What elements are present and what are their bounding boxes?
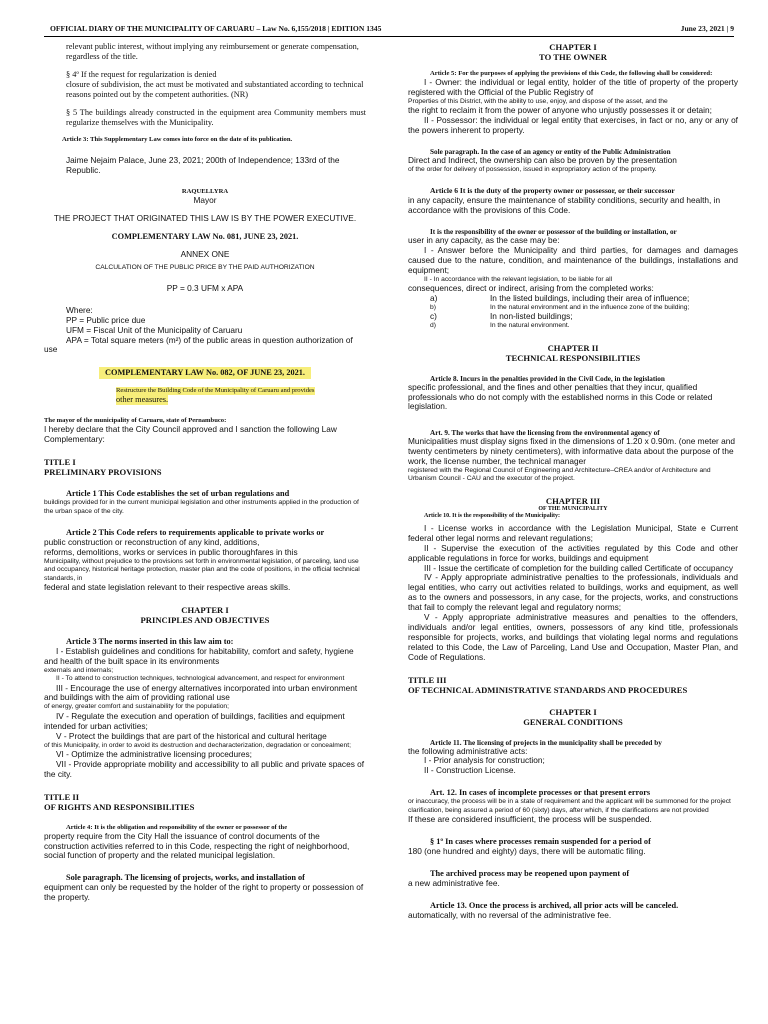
responsibility-item-ii: II - In accordance with the relevant legislation, to be liable for all <box>424 275 613 283</box>
article-11-item-i: I - Prior analysis for construction; <box>424 755 545 766</box>
article-4-head: Article 4: It is the obligation and responsibility of the owner or possessor of the <box>66 823 288 831</box>
article-3-item-vi: VI - Optimize the administrative licensing procedures; <box>56 748 252 759</box>
law-082-summary: Restructure the Building Code of the Municipality of Caruaru and provides other measures. <box>116 387 315 405</box>
chapter-1-principles: CHAPTER I <box>181 604 229 615</box>
article-1-body: buildings provided for in the current municipal legislation and other instruments applied in the production of the urban space of the city. <box>44 499 359 515</box>
article-10-item-iii: III - Issue the certificate of completion for the building called Certificate of occupancy <box>424 562 733 573</box>
article-3-item-v-cont: of this Municipality, in order to avoid its destruction and decharacterization, degradation or concealment; <box>44 741 351 749</box>
sole-paragraph-ownership-body-cont: of the order for delivery of possession, issued in expropriatory action of the property. <box>408 165 657 173</box>
page-header <box>44 24 734 37</box>
article-5-item-i-cont2: the right to reclaim it from the power of anyone who unjustly possesses it or detain; <box>408 105 712 116</box>
sole-paragraph-licensing-body: equipment can only be requested by the holder of the right to property or possession of the property. <box>44 882 364 903</box>
article-12-head: Art. 12. In cases of incomplete processes or that present errors <box>430 788 651 798</box>
article-10-head: Article 10. It is the responsibility of the Municipality: <box>424 512 561 519</box>
chapter-1-principles-name: PRINCIPLES AND OBJECTIVES <box>140 614 270 625</box>
article-10-item-v: V - Apply appropriate administrative measures and penalties to the offenders, individuals and/or legal entities, owners, possessors of any kind title, professionals responsible for projects, works, and buildings that violating legal norms and regulations related to this Code, the Law of Parceling, Land Use and Occupation, Master Plan, and Code of Regulations. <box>408 612 738 662</box>
responsibility-item-a: a) In the listed buildings, including their area of influence; <box>430 293 690 303</box>
title-3: TITLE III <box>408 674 447 685</box>
chapter-2-name: TECHNICAL RESPONSIBILITIES <box>505 352 641 363</box>
article-3-item-i-cont: externals and internals; <box>44 666 114 674</box>
title-2: TITLE II <box>44 791 80 802</box>
palace-date-line: Jaime Nejaim Palace, June 23, 2021; 200th of Independence; 133rd of the Republic. <box>66 155 340 175</box>
article-1-head: Article 1 This Code establishes the set of urban regulations and <box>66 489 290 499</box>
article-13-head: Article 13. Once the process is archived, all prior acts will be canceled. <box>430 900 679 910</box>
responsibility-item-b: b) In the natural environment and in the influence zone of the building; <box>430 303 690 311</box>
article-11-item-ii: II - Construction License. <box>424 765 516 776</box>
article-5-item-i: I - Owner: the individual or legal entity, holder of the title of property of the property registered with the Official of the Public Registry of <box>408 77 738 97</box>
article-10-item-i: I - License works in accordance with the Legislation Municipal, State e Current federal other legal norms and relevant regulations; <box>408 522 738 543</box>
title-2-name: OF RIGHTS AND RESPONSIBILITIES <box>44 801 195 812</box>
law-082-title: COMPLEMENTARY LAW No. 082, OF JUNE 23, 2021. <box>44 367 366 379</box>
chapter-1-general: CHAPTER I <box>549 706 597 717</box>
article-11-body: the following administrative acts: <box>408 745 528 756</box>
responsibility-item-i: I - Answer before the Municipality and third parties, for damages and damages caused due to the nature, condition, and maintenance of the buildings, installations and equipment; <box>408 244 738 275</box>
owner-responsibility-body: user in any capacity, as the case may be: <box>408 235 560 246</box>
sole-paragraph-ownership-body: Direct and Indirect, the ownership can also be proven by the presentation <box>408 154 677 165</box>
sanction-declaration: I hereby declare that the City Council approved and I sanction the following Law Complementary: <box>44 424 337 445</box>
article-5-item-i-cont: Properties of this District, with the ability to use, enjoy, and dispose of the asset, and the <box>408 97 668 105</box>
chapter-2: CHAPTER II <box>547 342 599 353</box>
article-3-item-v: V - Protect the buildings that are part of the historical and cultural heritage <box>56 730 327 741</box>
paragraph-5: § 5 The buildings already constructed in the equipment area Community members must regularize themselves with the Municipality. <box>66 108 366 127</box>
right-column <box>408 42 738 921</box>
article-3-head: Article 3 The norms inserted in this law aim to: <box>66 636 234 646</box>
article-2-head: Article 2 This Code refers to requirements applicable to private works or <box>66 528 325 537</box>
chapter-1-general-name: GENERAL CONDITIONS <box>523 716 623 727</box>
article-12-body: or inaccuracy, the process will be in a state of requirement and the applicant will be summoned for the project clarification, being assured a period of 60 (sixty) days, after which, if the clarifications are not provided <box>408 798 731 814</box>
article-3-vigor: Article 3: This Supplementary Law comes into force on the date of its publication. <box>62 136 293 143</box>
chapter-3-name: OF THE MUNICIPALITY <box>538 505 608 512</box>
article-2-line-2: reforms, demolitions, works or services in public thoroughfares in this <box>44 546 298 557</box>
annex-subtitle: CALCULATION OF THE PUBLIC PRICE BY THE PAID AUTHORIZATION <box>95 263 315 271</box>
article-2-line-3: Municipality, without prejudice to the provisions set forth in environmental legislation, of parceling, land use and occupancy, historical heritage protection, master plan and the code of positions, in the official technical standards, in <box>44 557 360 582</box>
paragraph-1-suspended-head: § 1º In cases where processes remain suspended for a period of <box>430 837 651 846</box>
owner-responsibility-head: It is the responsibility of the owner or possessor of the building or installation, or <box>430 228 677 237</box>
price-formula: PP = 0.3 UFM x APA <box>166 282 244 293</box>
article-3-item-i: I - Establish guidelines and conditions for habitability, comfort and safety, hygiene and health of the built space in its environments <box>44 645 354 666</box>
title-1: TITLE I <box>44 457 76 468</box>
chapter-1-owner-name: TO THE OWNER <box>539 52 607 62</box>
article-11-head: Article 11. The licensing of projects in the municipality shall be preceded by <box>430 738 662 747</box>
where-label: Where: <box>66 304 93 315</box>
archived-process-head: The archived process may be reopened upon payment of <box>430 868 630 878</box>
chapter-1-owner: CHAPTER I <box>549 42 597 52</box>
header-date-page: June 23, 2021 | 9 <box>680 24 734 33</box>
chapter-3: CHAPTER III <box>545 495 601 506</box>
project-origin: THE PROJECT THAT ORIGINATED THIS LAW IS BY THE POWER EXECUTIVE. <box>53 212 357 223</box>
article-6-body: in any capacity, ensure the maintenance of stability conditions, security and health, in accordance with the provisions of this Code. <box>408 195 721 216</box>
law-081-title: COMPLEMENTARY LAW No. 081, JUNE 23, 2021. <box>111 231 299 241</box>
sole-paragraph-licensing-head: Sole paragraph. The licensing of projects, works, and installation of <box>66 873 305 883</box>
article-4-body: property require from the City Hall the issuance of control documents of the construction activities referred to in this Code, respecting the right of neighborhood, social function of property and the related municipal legislation. <box>44 830 350 861</box>
article-5-head: Article 5: For the purposes of applying the provisions of this Code, the following shall be considered: <box>430 70 713 77</box>
article-5-item-ii: II - Possessor: the individual or legal entity that exercises, in fact or no, any or any of the powers inherent to property. <box>408 115 738 136</box>
annex-title: ANNEX ONE <box>180 248 230 259</box>
article-8-head: Article 8. Incurs in the penalties provided in the Civil Code, in the legislation <box>430 374 665 383</box>
article-3-item-iv: IV - Regulate the execution and operation of buildings, facilities and equipment intended for urban activities; <box>44 710 345 731</box>
left-column <box>44 42 366 903</box>
article-3-item-vii: VII - Provide appropriate mobility and accessibility to all public and private spaces of the city. <box>44 758 365 779</box>
signer-name: RAQUELLYRA <box>181 187 229 195</box>
article-2-line-4: federal and state legislation relevant to their respective areas skills. <box>44 582 291 593</box>
article-13-body: automatically, with no reversal of the administrative fee. <box>408 909 612 920</box>
article-8-body: specific professional, and the fines and other penalties that they incur, qualified professionals who do not comply with the established norms in this Code or related legislation. <box>408 381 713 412</box>
signer-title: Mayor <box>193 194 217 205</box>
article-3-item-iii-cont: of energy, greater comfort and sustainability for the population; <box>44 703 230 711</box>
article-12-body-cont: If these are considered insufficient, the process will be suspended. <box>408 814 652 825</box>
reimbursement-paragraph: relevant public interest, without implying any reimbursement or generate compensation, regardless of the title. <box>66 42 359 61</box>
mayor-intro: The mayor of the municipality of Caruaru, state of Pernambuco: <box>44 417 227 425</box>
responsibility-item-d: d) In the natural environment. <box>430 322 570 330</box>
article-9-head: Art. 9. The works that have the licensing from the environmental agency of <box>430 429 660 438</box>
archived-process-body: a new administrative fee. <box>408 877 500 888</box>
article-9-body-cont: registered with the Regional Council of Engineering and Architecture–CREA and/or of Architecture and Urbanism Council - CAU and the executor of the project. <box>408 467 711 483</box>
article-2-line-1: public construction or reconstruction of any kind, additions, <box>44 537 260 547</box>
title-3-name: OF TECHNICAL ADMINISTRATIVE STANDARDS AND PROCEDURES <box>408 684 688 695</box>
title-1-name: PRELIMINARY PROVISIONS <box>44 467 162 478</box>
header-publication: OFFICIAL DIARY OF THE MUNICIPALITY OF CARUARU – Law No. 6,155/2018 | EDITION 1345 <box>50 24 382 33</box>
paragraph-4-body: closure of subdivision, the act must be motivated and substantiated according to technical reasons pointed out by the competent authorities. (NR) <box>66 80 364 99</box>
article-3-item-iii: III - Encourage the use of energy alternatives incorporated into urban environment and buildings with the aim of providing rational use <box>44 682 358 703</box>
article-10-item-iv: IV - Apply appropriate administrative penalties to the professionals, individuals and legal entities, who carry out activities related to buildings, works and equipment, as well as to the owners and possessors, in any case, for the projects, works, and constructions that fail to comply the relevant legal and regulatory norms; <box>408 572 738 613</box>
pp-definition: PP = Public price due <box>66 314 146 325</box>
paragraph-4-head: § 4º If the request for regularization is denied <box>66 70 217 79</box>
paragraph-1-suspended-body: 180 (one hundred and eighty) days, there will be automatic filing. <box>408 846 646 856</box>
article-3-item-ii: II - To attend to construction techniques, technological advancement, and respect for environment <box>56 675 345 683</box>
article-9-body: Municipalities must display signs fixed in the dimensions of 1.20 x 0.90m. (one meter and twenty centimeters by ninety centimeters), with informative data about the purpose of the work, the license number, the technical manager <box>408 436 735 467</box>
responsibility-item-c: c) In non-listed buildings; <box>430 311 573 322</box>
article-10-item-ii: II - Supervise the execution of the activities regulated by this Code and other applicable regulations in force for works, buildings and equipment <box>408 542 738 563</box>
sole-paragraph-ownership-head: Sole paragraph. In the case of an agency or entity of the Public Administration <box>430 147 671 156</box>
apa-definition: APA = Total square meters (m²) of the public areas in question authorization of use <box>44 334 353 355</box>
ufm-definition: UFM = Fiscal Unit of the Municipality of Caruaru <box>66 324 243 335</box>
article-6-head: Article 6 It is the duty of the property owner or possessor, or their successor <box>430 186 675 196</box>
responsibility-item-ii-cont: consequences, direct or indirect, arising from the completed works: <box>408 283 654 294</box>
